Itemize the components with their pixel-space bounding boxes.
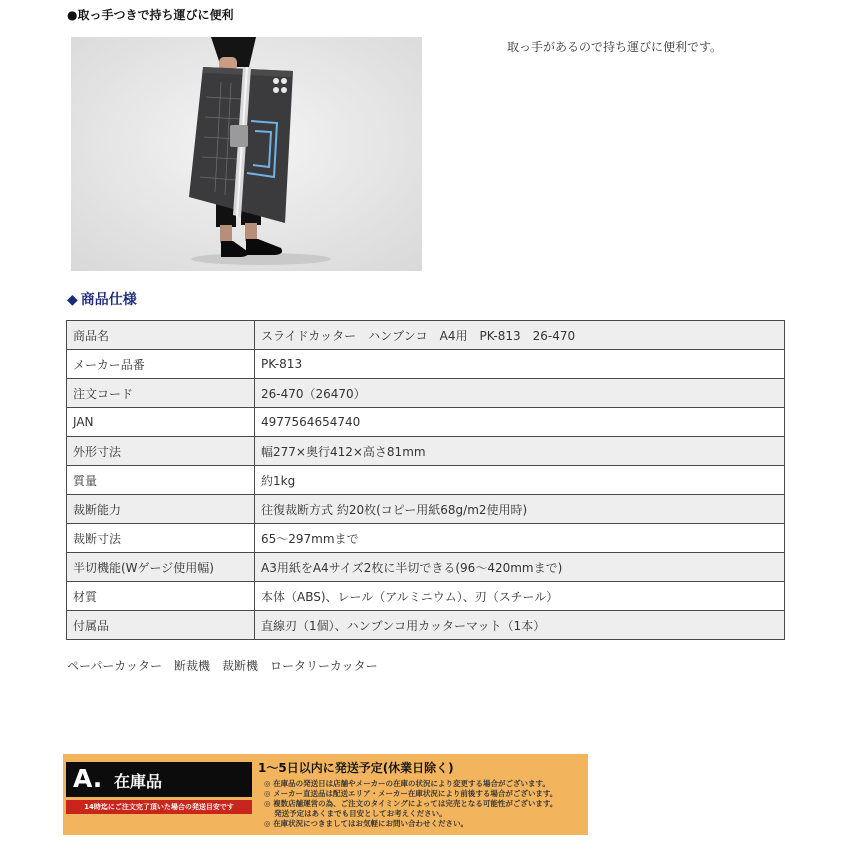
table-row [67, 553, 785, 582]
stock-banner [63, 754, 588, 835]
table-row [67, 466, 785, 495]
shipping-cutoff-note: 14時迄にご注文完了頂いた場合の発送目安です [66, 800, 252, 814]
spec-value: 26-470（26470） [255, 379, 785, 408]
spec-value: 65～297mmまで [255, 524, 785, 553]
table-row [67, 495, 785, 524]
spec-value: 約1kg [255, 466, 785, 495]
spec-value: A3用紙をA4サイズ2枚に半切できる(96～420mmまで) [255, 553, 785, 582]
table-row [67, 408, 785, 437]
spec-label: 商品名 [67, 321, 255, 350]
diamond-icon: ◆ [67, 292, 78, 308]
spec-value: スライドカッター ハンブンコ A4用 PK-813 26-470 [255, 321, 785, 350]
stock-label-box [66, 762, 252, 797]
spec-value: 本体（ABS)、レール（アルミニウム）、刃（スチール） [255, 582, 785, 611]
spec-label: 付属品 [67, 611, 255, 640]
table-row [67, 350, 785, 379]
spec-value: 往復裁断方式 約20枚(コピー用紙68g/m2使用時) [255, 495, 785, 524]
spec-label: 質量 [67, 466, 255, 495]
list-item: ◎ 在庫品の発送日は店舗やメーカーの在庫の状況により変更する場合がございます。 [264, 779, 550, 788]
spec-label: 裁断寸法 [67, 524, 255, 553]
spec-label: 注文コード [67, 379, 255, 408]
table-row [67, 321, 785, 350]
list-item: ◎ メーカー直送品は配送エリア・メーカー在庫状況により前後する場合がございます。 [264, 789, 558, 798]
spec-value: PK-813 [255, 350, 785, 379]
table-row [67, 524, 785, 553]
table-row [67, 379, 785, 408]
spec-label: メーカー品番 [67, 350, 255, 379]
spec-table [66, 320, 785, 640]
keyword-text: ペーパーカッター 断裁機 裁断機 ロータリーカッター [67, 659, 378, 673]
table-row [67, 437, 785, 466]
feature-heading: ●取っ手つきで持ち運びに便利 [67, 8, 234, 22]
feature-description: 取っ手があるので持ち運びに便利です。 [507, 40, 723, 54]
spec-label: 外形寸法 [67, 437, 255, 466]
table-row [67, 582, 785, 611]
spec-heading-text: 商品仕様 [80, 292, 137, 308]
spec-value: 幅277×奥行412×高さ81mm [255, 437, 785, 466]
spec-label: 材質 [67, 582, 255, 611]
spec-label: 半切機能(Wゲージ使用幅) [67, 553, 255, 582]
table-row [67, 611, 785, 640]
spec-value: 直線刃（1個）、ハンブンコ用カッターマット（1本） [255, 611, 785, 640]
spec-label: 裁断能力 [67, 495, 255, 524]
list-item: 発送予定はあくまでも目安としてお考えください。 [264, 809, 447, 818]
stock-label: 在庫品 [114, 772, 163, 791]
spec-value: 4977564654740 [255, 408, 785, 437]
list-item: ◎ 複数店舗運営の為、ご注文のタイミングによっては完売となる可能性がございます。 [264, 799, 558, 808]
spec-heading [67, 289, 137, 309]
spec-label: JAN [67, 408, 255, 437]
stock-rank: A. [73, 764, 103, 793]
shipping-notes [264, 779, 557, 829]
product-photo [71, 37, 422, 271]
list-item: ◎ 在庫状況につきましてはお気軽にお問い合わせください。 [264, 819, 469, 828]
shipping-estimate-title: 1～5日以内に発送予定(休業日除く) [258, 761, 454, 775]
